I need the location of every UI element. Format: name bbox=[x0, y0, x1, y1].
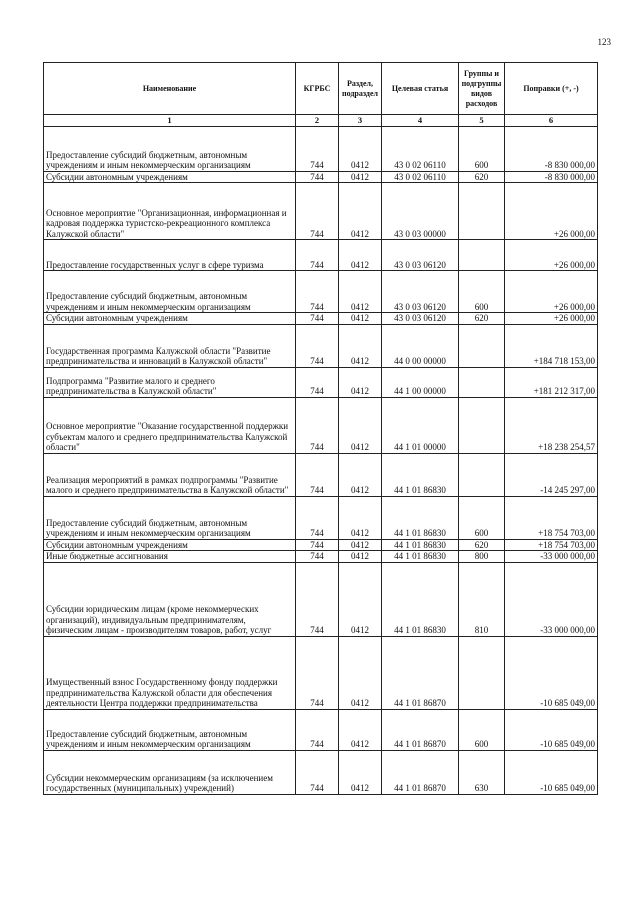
row-group: 620 bbox=[459, 539, 505, 551]
column-index: 2 bbox=[296, 115, 339, 127]
row-kgrbs: 744 bbox=[296, 183, 339, 240]
row-kgrbs: 744 bbox=[296, 551, 339, 563]
row-name: Субсидии некоммерческим организациям (за исключением государственных (муниципальных) учреждений) bbox=[44, 750, 296, 794]
row-name: Имущественный взнос Государственному фонду поддержки предпринимательства Калужской области для обеспечения деятельности Центра поддержки предпринимательства bbox=[44, 636, 296, 709]
row-group bbox=[459, 324, 505, 367]
row-target: 44 0 00 00000 bbox=[382, 324, 459, 367]
table-row bbox=[44, 539, 598, 551]
table-row bbox=[44, 551, 598, 563]
row-section: 0412 bbox=[339, 709, 382, 750]
row-kgrbs: 744 bbox=[296, 271, 339, 313]
table-row bbox=[44, 397, 598, 453]
row-section: 0412 bbox=[339, 313, 382, 325]
table-row bbox=[44, 240, 598, 271]
row-kgrbs: 744 bbox=[296, 367, 339, 397]
row-target: 43 0 03 00000 bbox=[382, 183, 459, 240]
row-target: 43 0 02 06110 bbox=[382, 126, 459, 171]
table-row bbox=[44, 171, 598, 183]
row-kgrbs: 744 bbox=[296, 453, 339, 496]
row-group: 810 bbox=[459, 562, 505, 636]
table-row bbox=[44, 562, 598, 636]
row-section: 0412 bbox=[339, 271, 382, 313]
row-name: Субсидии автономным учреждениям bbox=[44, 313, 296, 325]
row-target: 44 1 01 86830 bbox=[382, 453, 459, 496]
row-kgrbs: 744 bbox=[296, 562, 339, 636]
row-group: 630 bbox=[459, 750, 505, 794]
row-section: 0412 bbox=[339, 750, 382, 794]
row-amount: +18 754 703,00 bbox=[505, 539, 598, 551]
row-section: 0412 bbox=[339, 126, 382, 171]
header-group: Группы и подгруппы видов расходов bbox=[459, 63, 505, 115]
row-amount: -8 830 000,00 bbox=[505, 171, 598, 183]
row-name: Предоставление субсидий бюджетным, автономным учреждениям и иным некоммерческим организациям bbox=[44, 126, 296, 171]
row-name: Субсидии юридическим лицам (кроме некоммерческих организаций), индивидуальным предпринимателям, физическим лицам - производителям товаров, работ, услуг bbox=[44, 562, 296, 636]
row-kgrbs: 744 bbox=[296, 324, 339, 367]
column-index-row bbox=[44, 115, 598, 127]
row-group: 600 bbox=[459, 496, 505, 539]
row-name: Субсидии автономным учреждениям bbox=[44, 539, 296, 551]
row-section: 0412 bbox=[339, 551, 382, 563]
row-target: 44 1 01 86830 bbox=[382, 496, 459, 539]
table-row bbox=[44, 750, 598, 794]
table-row bbox=[44, 367, 598, 397]
table-row bbox=[44, 453, 598, 496]
column-index: 4 bbox=[382, 115, 459, 127]
row-amount: +26 000,00 bbox=[505, 240, 598, 271]
row-target: 44 1 01 86870 bbox=[382, 750, 459, 794]
row-name: Предоставление субсидий бюджетным, автономным учреждениям и иным некоммерческим организациям bbox=[44, 709, 296, 750]
table-row bbox=[44, 313, 598, 325]
row-group bbox=[459, 367, 505, 397]
row-amount: -10 685 049,00 bbox=[505, 750, 598, 794]
row-name: Предоставление государственных услуг в сфере туризма bbox=[44, 240, 296, 271]
row-section: 0412 bbox=[339, 324, 382, 367]
row-amount: +184 718 153,00 bbox=[505, 324, 598, 367]
row-group: 620 bbox=[459, 171, 505, 183]
row-name: Предоставление субсидий бюджетным, автономным учреждениям и иным некоммерческим организациям bbox=[44, 496, 296, 539]
row-group: 600 bbox=[459, 709, 505, 750]
row-amount: +18 238 254,57 bbox=[505, 397, 598, 453]
row-amount: +18 754 703,00 bbox=[505, 496, 598, 539]
header-amendments: Поправки (+, -) bbox=[505, 63, 598, 115]
row-kgrbs: 744 bbox=[296, 750, 339, 794]
row-target: 44 1 01 86870 bbox=[382, 709, 459, 750]
table-row bbox=[44, 324, 598, 367]
header-target: Целевая статья bbox=[382, 63, 459, 115]
row-amount: +181 212 317,00 bbox=[505, 367, 598, 397]
row-name: Государственная программа Калужской области "Развитие предпринимательства и инноваций в Калужской области" bbox=[44, 324, 296, 367]
budget-amendments-table bbox=[43, 62, 598, 795]
row-kgrbs: 744 bbox=[296, 240, 339, 271]
row-amount: -8 830 000,00 bbox=[505, 126, 598, 171]
row-section: 0412 bbox=[339, 183, 382, 240]
row-kgrbs: 744 bbox=[296, 397, 339, 453]
column-index: 5 bbox=[459, 115, 505, 127]
row-kgrbs: 744 bbox=[296, 539, 339, 551]
row-name: Иные бюджетные ассигнования bbox=[44, 551, 296, 563]
row-target: 44 1 01 00000 bbox=[382, 397, 459, 453]
row-amount: +26 000,00 bbox=[505, 313, 598, 325]
row-target: 43 0 02 06110 bbox=[382, 171, 459, 183]
header-section: Раздел, подраздел bbox=[339, 63, 382, 115]
row-section: 0412 bbox=[339, 171, 382, 183]
row-group bbox=[459, 636, 505, 709]
header-name: Наименование bbox=[44, 63, 296, 115]
row-name: Основное мероприятие "Организационная, информационная и кадровая поддержка туристско-рекреационного комплекса Калужской области" bbox=[44, 183, 296, 240]
row-group: 600 bbox=[459, 126, 505, 171]
row-amount: +26 000,00 bbox=[505, 271, 598, 313]
row-amount: -33 000 000,00 bbox=[505, 562, 598, 636]
row-target: 44 1 00 00000 bbox=[382, 367, 459, 397]
row-section: 0412 bbox=[339, 539, 382, 551]
row-target: 44 1 01 86830 bbox=[382, 551, 459, 563]
row-section: 0412 bbox=[339, 496, 382, 539]
header-kgrbs: КГРБС bbox=[296, 63, 339, 115]
row-amount: -33 000 000,00 bbox=[505, 551, 598, 563]
row-group bbox=[459, 453, 505, 496]
row-kgrbs: 744 bbox=[296, 709, 339, 750]
row-amount: -10 685 049,00 bbox=[505, 636, 598, 709]
row-group: 620 bbox=[459, 313, 505, 325]
row-kgrbs: 744 bbox=[296, 313, 339, 325]
row-group bbox=[459, 240, 505, 271]
row-section: 0412 bbox=[339, 453, 382, 496]
row-name: Предоставление субсидий бюджетным, автономным учреждениям и иным некоммерческим организациям bbox=[44, 271, 296, 313]
row-target: 43 0 03 06120 bbox=[382, 240, 459, 271]
row-amount: +26 000,00 bbox=[505, 183, 598, 240]
column-index: 3 bbox=[339, 115, 382, 127]
row-kgrbs: 744 bbox=[296, 636, 339, 709]
row-section: 0412 bbox=[339, 367, 382, 397]
row-group bbox=[459, 183, 505, 240]
page-number: 123 bbox=[597, 37, 611, 47]
row-kgrbs: 744 bbox=[296, 496, 339, 539]
row-target: 44 1 01 86870 bbox=[382, 636, 459, 709]
row-section: 0412 bbox=[339, 240, 382, 271]
table-row bbox=[44, 496, 598, 539]
row-section: 0412 bbox=[339, 562, 382, 636]
row-amount: -14 245 297,00 bbox=[505, 453, 598, 496]
table-row bbox=[44, 271, 598, 313]
row-name: Подпрограмма "Развитие малого и среднего предпринимательства в Калужской области" bbox=[44, 367, 296, 397]
row-target: 43 0 03 06120 bbox=[382, 313, 459, 325]
row-name: Основное мероприятие "Оказание государственной поддержки субъектам малого и среднего предпринимательства Калужской области" bbox=[44, 397, 296, 453]
row-target: 44 1 01 86830 bbox=[382, 539, 459, 551]
column-index: 6 bbox=[505, 115, 598, 127]
row-target: 44 1 01 86830 bbox=[382, 562, 459, 636]
row-kgrbs: 744 bbox=[296, 126, 339, 171]
row-group: 800 bbox=[459, 551, 505, 563]
column-index: 1 bbox=[44, 115, 296, 127]
table-row bbox=[44, 183, 598, 240]
table-row bbox=[44, 636, 598, 709]
table-row bbox=[44, 126, 598, 171]
header-row bbox=[44, 63, 598, 115]
row-name: Субсидии автономным учреждениям bbox=[44, 171, 296, 183]
row-amount: -10 685 049,00 bbox=[505, 709, 598, 750]
row-target: 43 0 03 06120 bbox=[382, 271, 459, 313]
row-group: 600 bbox=[459, 271, 505, 313]
row-name: Реализация мероприятий в рамках подпрограммы "Развитие малого и среднего предпринимательства в Калужской области" bbox=[44, 453, 296, 496]
row-section: 0412 bbox=[339, 397, 382, 453]
row-kgrbs: 744 bbox=[296, 171, 339, 183]
table-row bbox=[44, 709, 598, 750]
row-group bbox=[459, 397, 505, 453]
row-section: 0412 bbox=[339, 636, 382, 709]
